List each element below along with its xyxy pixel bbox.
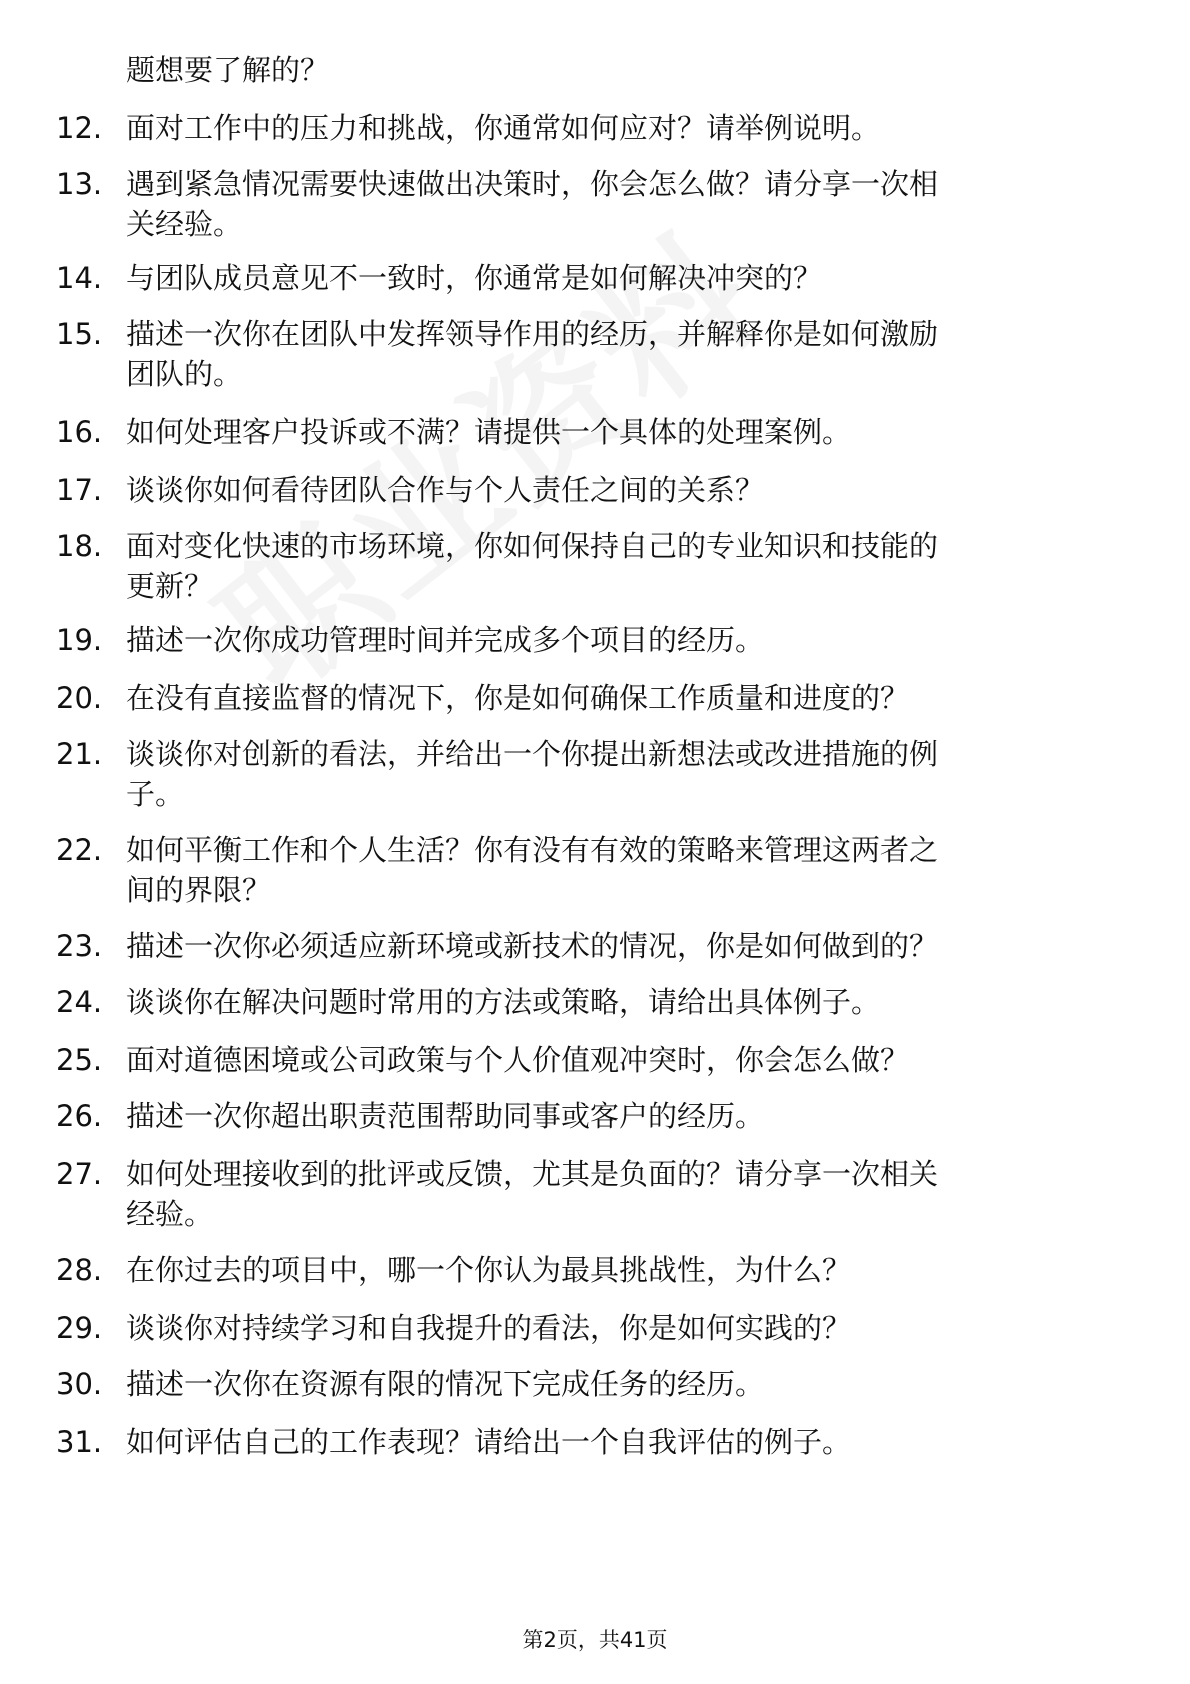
question-number: 24. (56, 985, 103, 1019)
question-text: 如何平衡工作和个人生活？你有没有有效的策略来管理这两者之 (126, 833, 939, 867)
question-text: 谈谈你如何看待团队合作与个人责任之间的关系？ (126, 473, 765, 507)
question-number: 18. (56, 529, 103, 563)
question-number: 23. (56, 929, 103, 963)
question-number: 21. (56, 737, 103, 771)
question-text: 描述一次你在资源有限的情况下完成任务的经历。 (126, 1367, 765, 1401)
question-text: 面对道德困境或公司政策与个人价值观冲突时，你会怎么做？ (126, 1043, 910, 1077)
question-text-continued: 更新？ (126, 569, 214, 603)
question-text: 面对变化快速的市场环境，你如何保持自己的专业知识和技能的 (126, 529, 939, 563)
question-text: 遇到紧急情况需要快速做出决策时，你会怎么做？请分享一次相 (126, 167, 939, 201)
question-number: 25. (56, 1043, 103, 1077)
question-text: 描述一次你超出职责范围帮助同事或客户的经历。 (126, 1099, 765, 1133)
question-number: 14. (56, 261, 103, 295)
question-number: 30. (56, 1367, 103, 1401)
question-number: 22. (56, 833, 103, 867)
question-text: 如何评估自己的工作表现？请给出一个自我评估的例子。 (126, 1425, 852, 1459)
question-text: 描述一次你在团队中发挥领导作用的经历，并解释你是如何激励 (126, 317, 939, 351)
question-text: 如何处理接收到的批评或反馈，尤其是负面的？请分享一次相关 (126, 1157, 939, 1191)
question-text-continued: 间的界限？ (126, 873, 272, 907)
question-text-continued: 子。 (126, 777, 185, 811)
question-text-continued: 团队的。 (126, 357, 243, 391)
question-number: 15. (56, 317, 103, 351)
question-text: 描述一次你必须适应新环境或新技术的情况，你是如何做到的？ (126, 929, 939, 963)
question-text-continued: 关经验。 (126, 207, 243, 241)
question-text: 如何处理客户投诉或不满？请提供一个具体的处理案例。 (126, 415, 852, 449)
question-text: 谈谈你在解决问题时常用的方法或策略，请给出具体例子。 (126, 985, 881, 1019)
page-footer: 第2页，共41页 (522, 1628, 668, 1652)
question-number: 29. (56, 1311, 103, 1345)
question-text-continued: 经验。 (126, 1197, 214, 1231)
question-number: 13. (56, 167, 103, 201)
question-number: 31. (56, 1425, 103, 1459)
question-text: 谈谈你对持续学习和自我提升的看法，你是如何实践的？ (126, 1311, 852, 1345)
question-text: 与团队成员意见不一致时，你通常是如何解决冲突的？ (126, 261, 823, 295)
question-number: 26. (56, 1099, 103, 1133)
continuation-text: 题想要了解的？ (126, 53, 330, 87)
question-number: 19. (56, 623, 103, 657)
question-number: 17. (56, 473, 103, 507)
question-number: 27. (56, 1157, 103, 1191)
question-number: 20. (56, 681, 103, 715)
question-text: 谈谈你对创新的看法，并给出一个你提出新想法或改进措施的例 (126, 737, 939, 771)
question-text: 描述一次你成功管理时间并完成多个项目的经历。 (126, 623, 765, 657)
question-text: 在你过去的项目中，哪一个你认为最具挑战性，为什么？ (126, 1253, 852, 1287)
question-number: 28. (56, 1253, 103, 1287)
question-number: 16. (56, 415, 103, 449)
question-number: 12. (56, 111, 103, 145)
question-text: 在没有直接监督的情况下，你是如何确保工作质量和进度的？ (126, 681, 910, 715)
question-text: 面对工作中的压力和挑战，你通常如何应对？请举例说明。 (126, 111, 881, 145)
